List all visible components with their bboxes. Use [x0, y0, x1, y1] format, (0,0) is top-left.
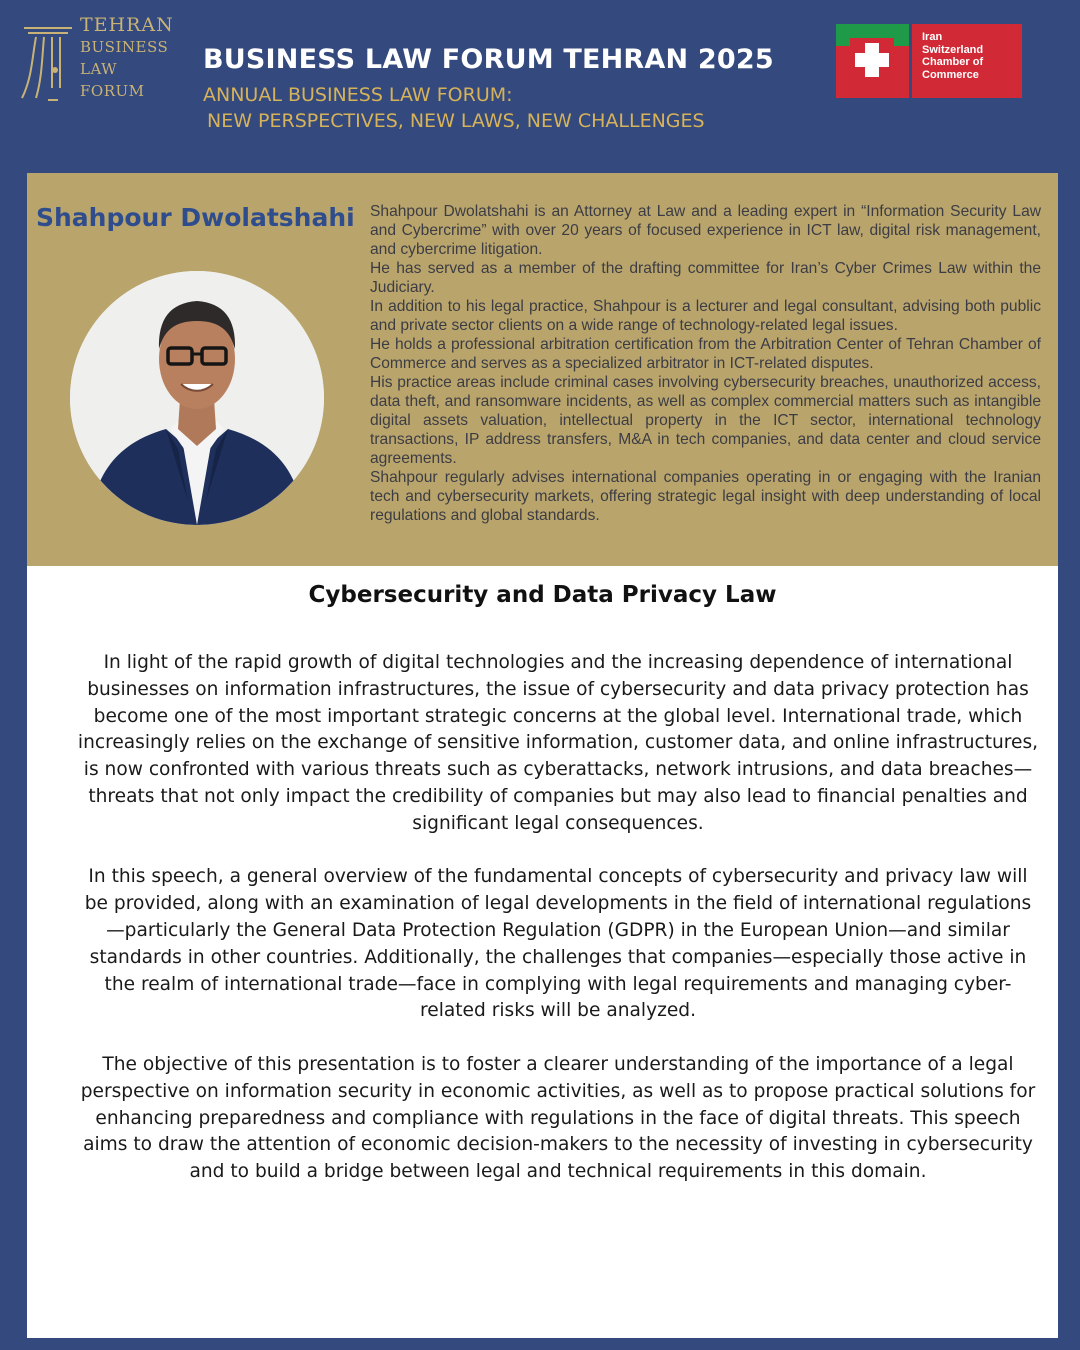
talk-content-panel	[27, 566, 1058, 1338]
abstract-paragraph: In this speech, a general overview of the fundamental concepts of cybersecurity and privacy law will be provided, along with an examination of legal developments in the field of international regulations—particularly the General Data Protection Regulation (GDPR) in the European Union—and similar standards in other countries. Additionally, the challenges that companies—especially those active in the realm of international trade—face in complying with legal requirements and managing cyber-related risks will be analyzed.	[84, 866, 1032, 1022]
chamber-line-4: Commerce	[922, 68, 979, 81]
chamber-line-3: Chamber of	[922, 56, 984, 68]
forum-title: BUSINESS LAW FORUM TEHRAN 2025	[203, 44, 774, 75]
bio-paragraph: Shahpour regularly advises international companies operating in or engaging with the Iranian tech and cybersecurity markets, offering strategic legal insight with deep understanding of local regulations and global standards.	[370, 469, 1041, 524]
forum-subtitle-line1: ANNUAL BUSINESS LAW FORUM:	[203, 84, 513, 106]
chamber-name	[912, 24, 1022, 98]
speaker-bio	[370, 202, 1041, 525]
bio-paragraph: His practice areas include criminal cases involving cybersecurity breaches, unauthorized access, data theft, and ransomware incidents, as well as complex commercial matters such as intangible digital assets valuation, intellectual property in the ICT sector, international technology transactions, IP address transfers, M&A in tech companies, and data center and cloud service agreements.	[370, 374, 1041, 467]
pillars-logo-icon	[18, 18, 78, 106]
logo-line-forum: FORUM	[80, 82, 145, 100]
abstract-paragraph: The objective of this presentation is to foster a clearer understanding of the importance of a legal perspective on information security in economic activities, as well as to propose practical solutions for enhancing preparedness and compliance with regulations in the face of digital threats. This speech aims to draw the attention of economic decision-makers to the necessity of investing in cybersecurity and to build a bridge between legal and technical requirements in this domain.	[80, 1053, 1036, 1183]
talk-abstract	[77, 650, 1039, 1213]
chamber-logo	[836, 24, 1022, 98]
speaker-name: Shahpour Dwolatshahi	[36, 203, 355, 232]
speaker-bio-panel	[27, 173, 1058, 566]
forum-subtitle-line2: NEW PERSPECTIVES, NEW LAWS, NEW CHALLENGES	[207, 110, 705, 132]
bio-paragraph: He has served as a member of the drafting committee for Iran’s Cyber Crimes Law within the Judiciary.	[370, 260, 1041, 296]
chamber-line-1: Iran	[922, 31, 943, 43]
swiss-cross-flag-icon	[836, 24, 909, 98]
logo-line-tehran: TEHRAN	[80, 14, 174, 36]
speaker-portrait	[70, 271, 324, 525]
bio-paragraph: In addition to his legal practice, Shahpour is a lecturer and legal consultant, advising both public and private sector clients on a wide range of technology-related legal issues.	[370, 298, 1041, 334]
talk-title: Cybersecurity and Data Privacy Law	[308, 582, 777, 608]
bio-paragraph: Shahpour Dwolatshahi is an Attorney at Law and a leading expert in “Information Security Law and Cybercrime” with over 20 years of focused experience in ICT law, digital risk management, and cybercrime litigation.	[370, 203, 1041, 258]
chamber-line-2: Switzerland	[922, 43, 984, 56]
forum-logo	[18, 14, 174, 106]
abstract-paragraph: In light of the rapid growth of digital technologies and the increasing dependence of international businesses on information infrastructures, the issue of cybersecurity and data privacy protection has become one of the most important strategic concerns at the global level. International trade, which increasingly relies on the exchange of sensitive information, customer data, and online infrastructures, is now confronted with various threats such as cyberattacks, network intrusions, and data breaches—threats that not only impact the credibility of companies but may also lead to financial penalties and significant legal consequences.	[77, 652, 1039, 834]
bio-paragraph: He holds a professional arbitration certification from the Arbitration Center of Tehran Chamber of Commerce and serves as a specialized arbitrator in ICT-related disputes.	[370, 336, 1041, 372]
logo-line-business: BUSINESS	[80, 38, 169, 56]
logo-line-law: LAW	[80, 60, 118, 78]
